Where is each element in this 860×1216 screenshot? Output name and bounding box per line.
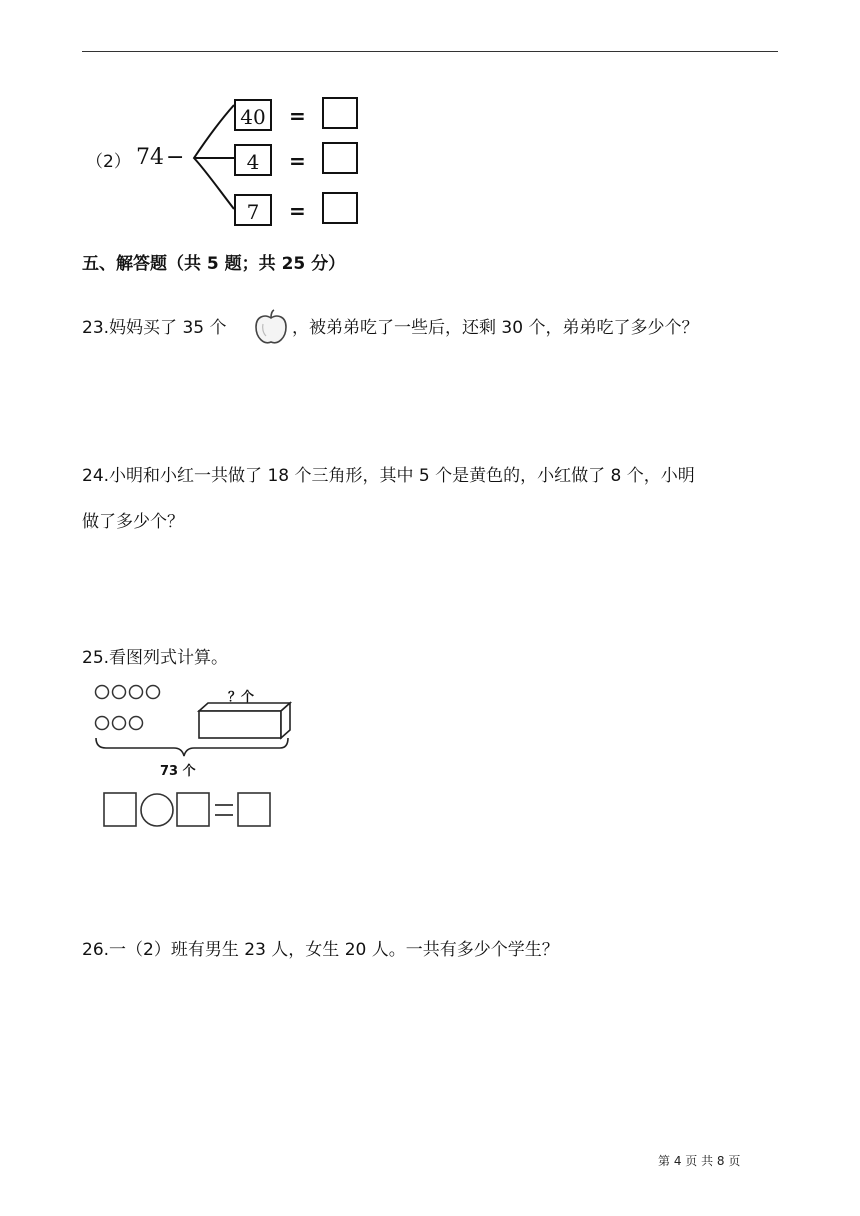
equals-sign-1: = (289, 104, 306, 128)
q25-text: 25.看图列式计算。 (82, 648, 229, 668)
unknown-count-label: ？个 (228, 690, 255, 705)
count-circle (96, 717, 109, 730)
header-rule (82, 51, 778, 52)
answer-square-2[interactable] (177, 793, 209, 826)
q25-picture (90, 680, 300, 835)
answer-square-1[interactable] (104, 793, 136, 826)
total-brace (96, 738, 288, 756)
equals-sign (215, 805, 233, 815)
answer-box-3[interactable] (323, 193, 357, 223)
answer-box-1[interactable] (323, 98, 357, 128)
total-count-label: 73 个 (160, 764, 196, 779)
operator-circle[interactable] (141, 794, 173, 826)
q26-text: 26.一（2）班有男生 23 人，女生 20 人。一共有多少个学生？ (82, 940, 559, 960)
q22-minuend: 74 (136, 145, 164, 170)
answer-square-3[interactable] (238, 793, 270, 826)
circle-group (96, 686, 160, 730)
count-circle (147, 686, 160, 699)
count-circle (113, 717, 126, 730)
count-circle (113, 686, 126, 699)
equals-sign-3: = (289, 199, 306, 223)
q23-text-before: 23.妈妈买了 35 个 (82, 318, 227, 338)
section-heading: 五、解答题（共 5 题；共 25 分） (82, 254, 346, 274)
subtrahend-2: 4 (246, 150, 260, 174)
q22-part2-label: （2） (86, 152, 131, 172)
count-circle (130, 686, 143, 699)
count-circle (96, 686, 109, 699)
q23-text-after: ，被弟弟吃了一些后，还剩 30 个，弟弟吃了多少个？ (292, 318, 699, 338)
q22-decomposition-diagram (190, 95, 370, 230)
subtrahend-3: 7 (246, 200, 260, 224)
q24-line-2: 做了多少个？ (82, 512, 184, 532)
equals-sign-2: = (289, 149, 306, 173)
page-number: 第 4 页 共 8 页 (658, 1154, 741, 1168)
q22-minus-sign: − (166, 145, 185, 170)
q24-line-1: 24.小明和小红一共做了 18 个三角形，其中 5 个是黄色的，小红做了 8 个，小明 (82, 466, 695, 486)
subtrahend-1: 40 (240, 105, 266, 129)
apple-icon (251, 308, 291, 352)
count-circle (130, 717, 143, 730)
answer-box-2[interactable] (323, 143, 357, 173)
